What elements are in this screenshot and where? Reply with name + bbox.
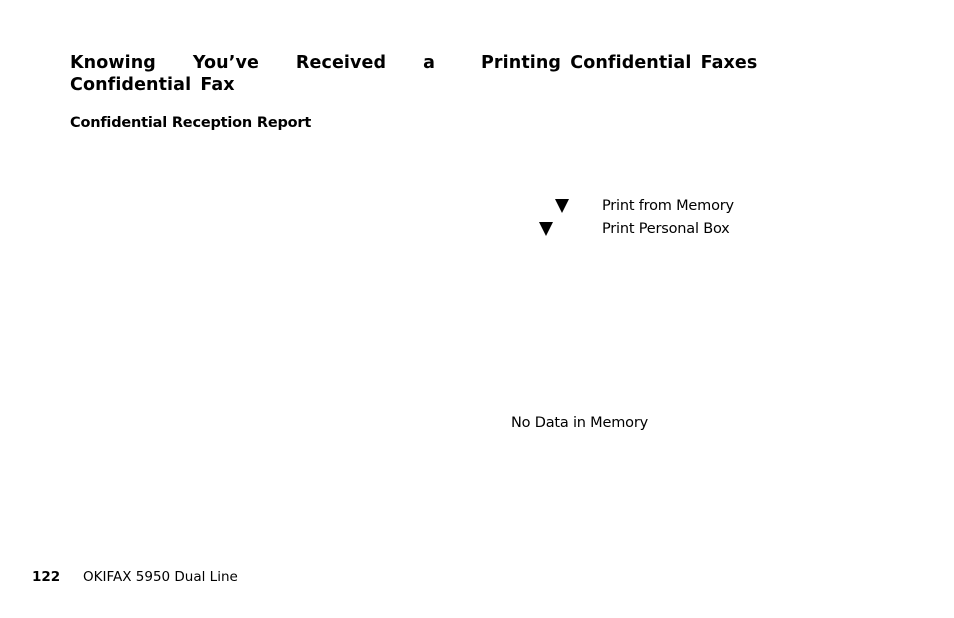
down-triangle-icon bbox=[554, 198, 570, 214]
display-message-no-data: No Data in Memory bbox=[511, 415, 648, 431]
section-heading-confidential-received: Knowing You’ve Received a Confidential Fax bbox=[70, 53, 435, 95]
page-number: 122 bbox=[32, 569, 61, 585]
menu-item-print-from-memory: Print from Memory bbox=[602, 198, 734, 214]
subheading-confidential-reception-report: Confidential Reception Report bbox=[70, 115, 312, 131]
document-title: OKIFAX 5950 Dual Line bbox=[83, 569, 238, 585]
section-heading-printing-confidential: Printing Confidential Faxes bbox=[481, 53, 758, 73]
down-triangle-icon bbox=[538, 221, 554, 237]
menu-item-print-personal-box: Print Personal Box bbox=[602, 221, 730, 237]
